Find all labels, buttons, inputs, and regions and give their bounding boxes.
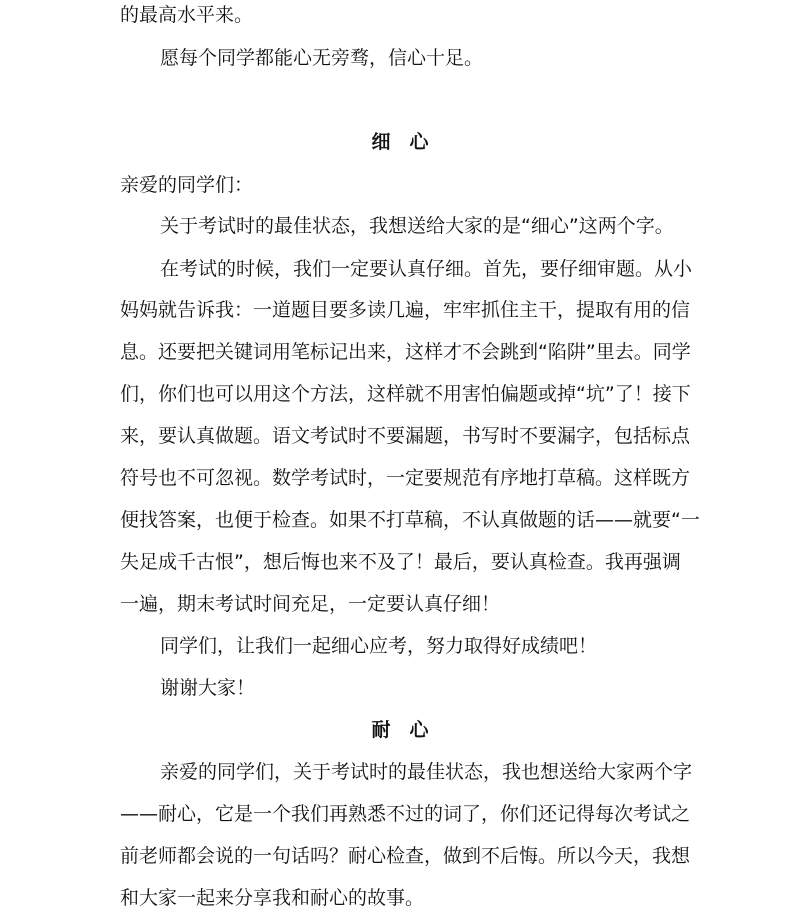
paragraph-line: 息。还要把关键词用笔标记出来，这样才不会跳到“陷阱”里去。同学 [120, 341, 691, 363]
paragraph-line: 前老师都会说的一句话吗？耐心检查，做到不后悔。所以今天，我想 [120, 845, 691, 867]
paragraph-line: 失足成千古恨”，想后悔也来不及了！最后，要认真检查。我再强调 [120, 551, 681, 573]
paragraph-line: 们，你们也可以用这个方法，这样就不用害怕偏题或掉“坑”了！接下 [120, 383, 691, 405]
paragraph-line: ——耐心，它是一个我们再熟悉不过的词了，你们还记得每次考试之 [120, 803, 691, 825]
section-title: 细 心 [371, 131, 429, 153]
paragraph-line: 亲爱的同学们，关于考试时的最佳状态，我也想送给大家两个字 [160, 761, 693, 783]
paragraph-line: 关于考试时的最佳状态，我想送给大家的是“细心”这两个字。 [160, 215, 674, 237]
paragraph-line: 谢谢大家！ [160, 677, 256, 699]
paragraph-line: 妈妈就告诉我：一道题目要多读几遍，牢牢抓住主干，提取有用的信 [120, 299, 691, 321]
paragraph-line: 一遍，期末考试时间充足，一定要认真仔细！ [120, 593, 501, 615]
paragraph-line: 符号也不可忽视。数学考试时，一定要规范有序地打草稿。这样既方 [120, 467, 691, 489]
paragraph-line: 来，要认真做题。语文考试时不要漏题，书写时不要漏字，包括标点 [120, 425, 691, 447]
paragraph-line: 在考试的时候，我们一定要认真仔细。首先，要仔细审题。从小 [160, 258, 693, 280]
paragraph-line: 愿每个同学都能心无旁骛，信心十足。 [160, 47, 484, 69]
paragraph-line: 便找答案，也便于检查。如果不打草稿，不认真做题的话——就要“一 [120, 509, 700, 531]
section-title: 耐 心 [371, 719, 429, 741]
paragraph-line: 的最高水平来。 [120, 4, 254, 26]
paragraph-line: 同学们，让我们一起细心应考，努力取得好成绩吧！ [160, 635, 598, 657]
paragraph-line: 和大家一起来分享我和耐心的故事。 [120, 887, 425, 909]
paragraph-line: 亲爱的同学们： [120, 174, 254, 196]
